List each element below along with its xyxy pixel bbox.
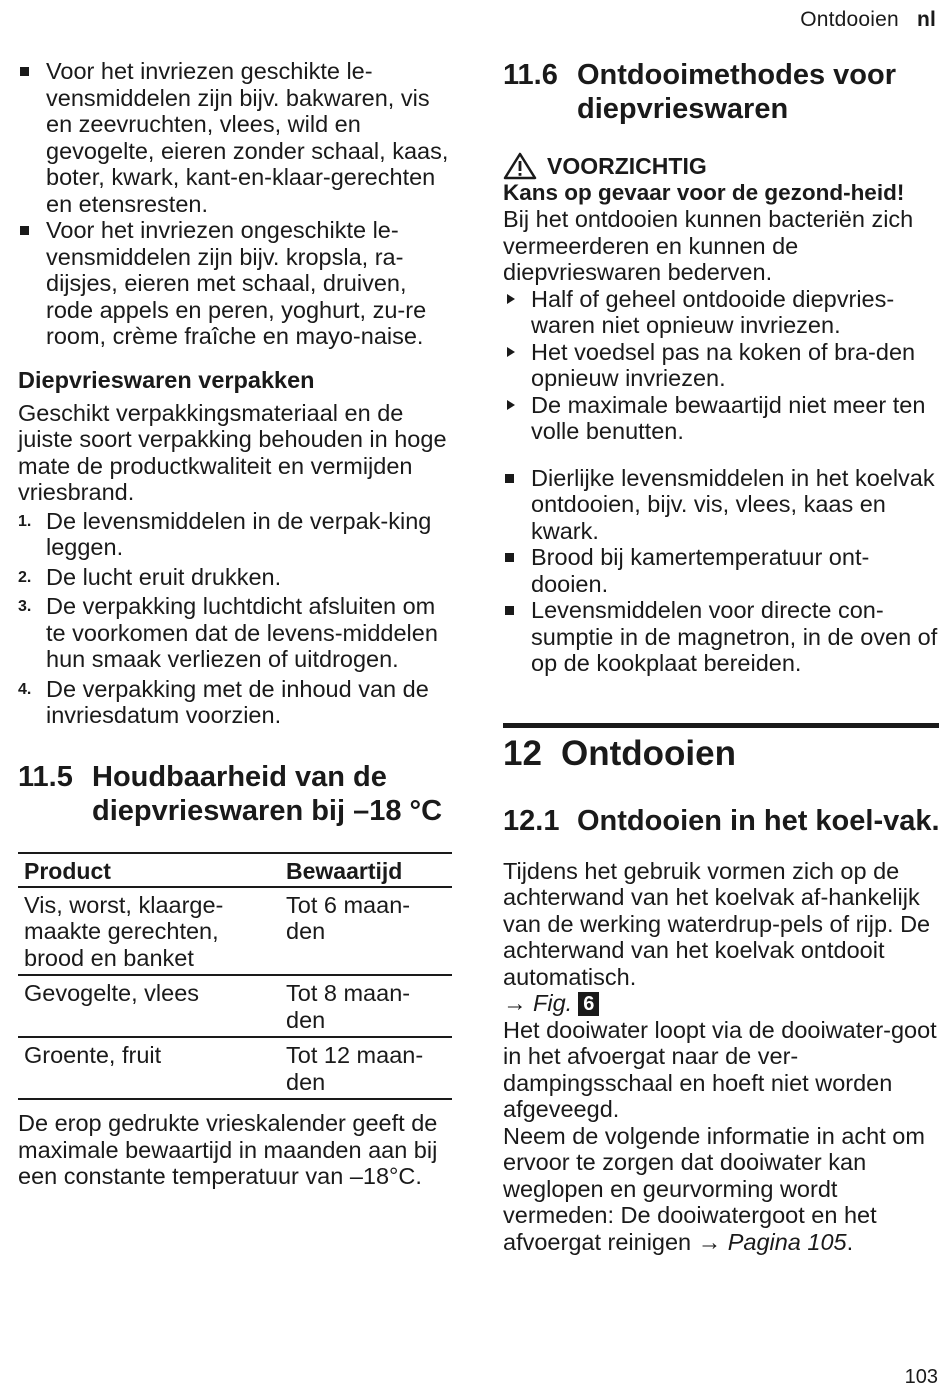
list-item: Brood bij kamertemperatuur ont-dooien. (503, 544, 943, 597)
left-column (18, 58, 458, 1190)
warning-actions (503, 286, 943, 445)
step-text: De levensmiddelen in de verpak-king leggen. (46, 507, 432, 560)
list-item: Half of geheel ontdooide diepvries-waren niet opnieuw invriezen. (503, 286, 943, 339)
product-cell: Groente, fruit (18, 1037, 280, 1099)
right-column (503, 58, 943, 1255)
step-number: 4. (18, 680, 32, 698)
header-language: nl (916, 8, 936, 31)
paragraph-text: Neem de volgende informatie in acht om ervoor te zorgen dat dooiwater kan weglopen en geurvorming wordt vermeden: De dooiwatergoot en het afvoergat reinigen (503, 1122, 925, 1255)
storage-time-cell: Tot 8 maan-den (280, 975, 452, 1037)
list-item: De maximale bewaartijd niet meer ten volle benutten. (503, 392, 943, 445)
list-item: Het voedsel pas na koken of bra-den opnieuw invriezen. (503, 339, 943, 392)
paragraph-end: . (846, 1228, 854, 1255)
list-item: Levensmiddelen voor directe con-sumptie in de magnetron, in de oven of op de kookplaat bereiden. (503, 597, 943, 677)
chapter-12-heading (503, 734, 943, 774)
step-number: 2. (18, 568, 32, 586)
chapter-title: Ontdooien (561, 733, 736, 773)
list-item: Voor het invriezen ongeschikte le-vensmiddelen zijn bijv. kropsla, ra-dijsjes, eieren met schaal, druiven, rode appels en peren, yoghurt, zu-re room, crème fraîche en mayo-naise. (18, 217, 458, 350)
section-title: Ontdooien in het koel-vak. (577, 804, 940, 837)
step-item (18, 593, 458, 673)
section-number: 12.1 (503, 804, 560, 837)
figure-reference[interactable] (503, 990, 943, 1017)
list-item: Dierlijke levensmiddelen in het koelvak ontdooien, bijv. vis, vlees, kaas en kwark. (503, 465, 943, 545)
table-header-row (18, 853, 452, 887)
page-number: 103 (904, 1366, 938, 1388)
step-item (18, 676, 458, 729)
warning-triangle-icon (503, 152, 537, 180)
step-number: 1. (18, 512, 32, 530)
warning-text: Bij het ontdooien kunnen bacteriën zich vermeerderen en kunnen de diepvrieswaren bederven. (503, 206, 914, 285)
paragraph-with-link (503, 1123, 943, 1256)
packing-intro: Geschikt verpakkingsmateriaal en de juiste soort verpakking behouden in hoge mate de productkwaliteit en vermijden vriesbrand. (18, 399, 447, 505)
paragraph: Het dooiwater loopt via de dooiwater-goot in het afvoergat naar de ver-dampingsschaal en hoeft niet worden afgeveegd. (503, 1016, 937, 1122)
section-title: Ontdooimethodes voor diepvrieswaren (577, 59, 896, 125)
column-header-product: Product (18, 853, 280, 887)
section-number: 11.6 (503, 59, 558, 91)
table-row (18, 1037, 452, 1099)
section-12-1-heading (503, 804, 943, 838)
packing-heading: Diepvrieswaren verpakken (18, 366, 315, 393)
packing-steps (18, 508, 458, 729)
table-row (18, 975, 452, 1037)
figure-reference-text: → Fig. (503, 990, 573, 1016)
table-row (18, 887, 452, 976)
section-title: Houdbaarheid van de diepvrieswaren bij –18 °C (92, 760, 443, 827)
section-11-5-heading (18, 760, 458, 828)
step-text: De verpakking met de inhoud van de invriesdatum voorzien. (46, 675, 429, 728)
column-header-storage-time: Bewaartijd (280, 853, 452, 887)
product-cell: Gevogelte, vlees (18, 975, 280, 1037)
step-item (18, 508, 458, 561)
page-reference-link[interactable]: → Pagina 105 (697, 1228, 847, 1255)
step-text: De verpakking luchtdicht afsluiten om te voorkomen dat de levens-middelen hun smaak verliezen of uitdrogen. (46, 593, 438, 672)
storage-time-table (18, 852, 452, 1101)
warning-title: Kans op gevaar voor de gezond-heid! (503, 180, 905, 205)
step-number: 3. (18, 598, 32, 615)
table-note: De erop gedrukte vrieskalender geeft de maximale bewaartijd in maanden aan bij een constante temperatuur van –18°C. (18, 1110, 438, 1189)
section-11-6-heading (503, 58, 943, 126)
caution-text: VOORZICHTIG (547, 153, 707, 179)
caution-label (503, 152, 943, 180)
storage-time-cell: Tot 6 maan-den (280, 887, 452, 976)
storage-time-cell: Tot 12 maan-den (280, 1037, 452, 1099)
figure-number-badge: 6 (578, 992, 599, 1016)
running-header (800, 8, 936, 32)
list-item: Voor het invriezen geschikte le-vensmiddelen zijn bijv. bakwaren, vis en zeevruchten, vlees, wild en gevogelte, eieren zonder schaal, kaas, boter, kwark, kant-en-klaar-gerechten en etensresten. (18, 58, 458, 217)
thawing-methods-list (503, 465, 943, 677)
header-section: Ontdooien (800, 8, 899, 31)
product-cell: Vis, worst, klaarge-maakte gerechten, brood en banket (18, 887, 280, 976)
step-item (18, 564, 458, 591)
section-number: 11.5 (18, 760, 73, 793)
step-text: De lucht eruit drukken. (46, 563, 282, 590)
freezing-suitability-list (18, 58, 458, 350)
chapter-number: 12 (503, 733, 542, 773)
paragraph: Tijdens het gebruik vormen zich op de achterwand van het koelvak af-hankelijk van de werking waterdrup-pels of rijp. De achterwand van het koelvak ontdooit automatisch. (503, 857, 931, 990)
